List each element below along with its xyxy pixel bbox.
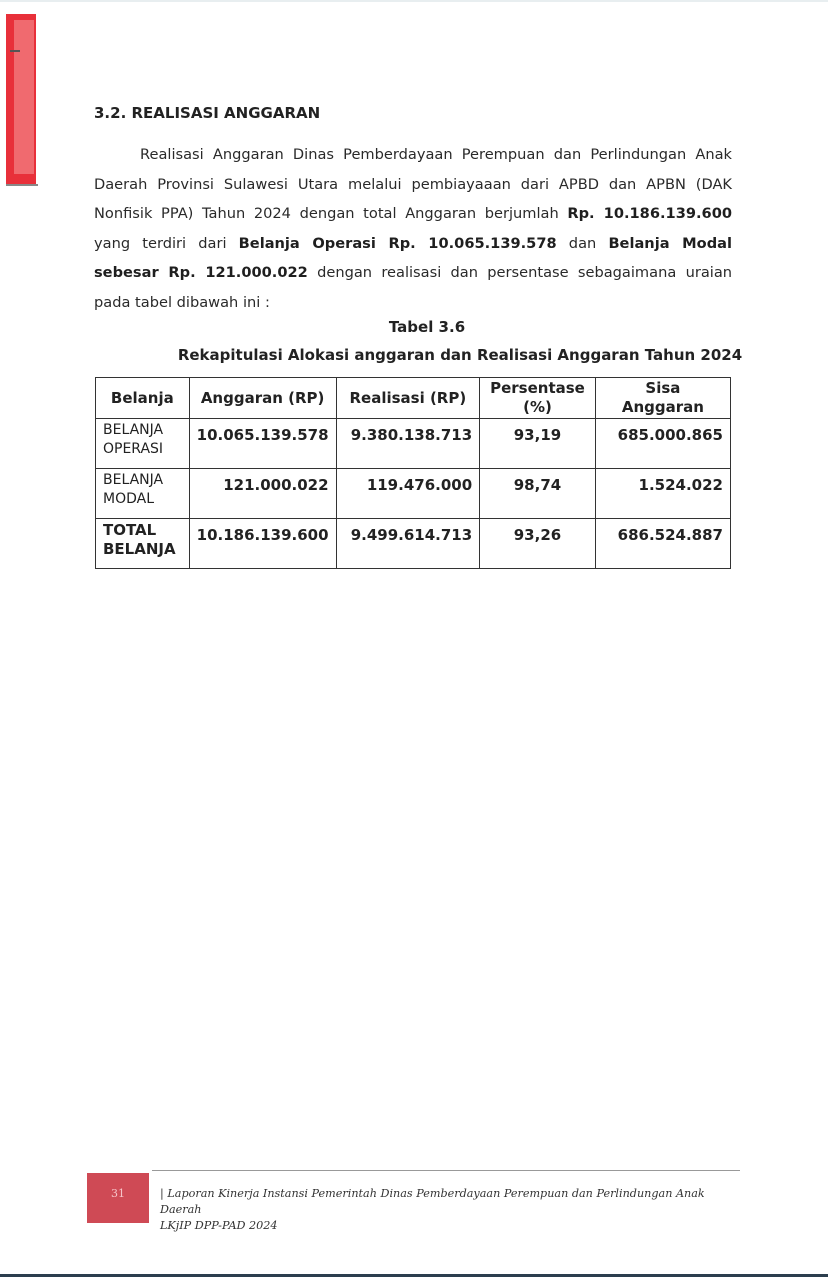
footer-text [160, 1186, 740, 1234]
table-row [96, 469, 731, 519]
top-rule [0, 0, 828, 2]
caption-number-text: Tabel 3.6 [388, 318, 466, 336]
cell-sisa: 1.524.022 [595, 469, 730, 519]
cell-realisasi: 119.476.000 [336, 469, 480, 519]
cell-persentase: 98,74 [480, 469, 596, 519]
table-row [96, 419, 731, 469]
cell-realisasi: 9.380.138.713 [336, 419, 480, 469]
footer-separator: | [160, 1187, 164, 1200]
bottom-rule [0, 1274, 828, 1277]
page-number: 31 [111, 1187, 125, 1200]
header-realisasi: Realisasi (RP) [336, 378, 480, 419]
para-text-4: dengan realisasi dan persentase sebagaimana uraian pada tabel dibawah ini : [94, 264, 733, 311]
para-text-3: dan [556, 234, 609, 252]
header-belanja: Belanja [96, 378, 190, 419]
header-sisa: Sisa Anggaran [595, 378, 730, 419]
footer-line-2: LKjIP DPP-PAD 2024 [160, 1219, 278, 1232]
belanja-modal-amount: Belanja Modal sebesar Rp. 121.000.022 [94, 234, 732, 281]
side-accent-bar [6, 14, 36, 184]
body-paragraph [94, 140, 732, 317]
cell-persentase: 93,19 [480, 419, 596, 469]
header-persentase: Persentase (%) [480, 378, 596, 419]
table-row-total [96, 519, 731, 569]
cell-sisa: 685.000.865 [595, 419, 730, 469]
cell-realisasi: 9.499.614.713 [336, 519, 480, 569]
footer-rule [152, 1170, 740, 1171]
cell-anggaran: 121.000.022 [189, 469, 336, 519]
side-tick [10, 50, 20, 52]
para-text-2: yang terdiri dari [94, 234, 239, 252]
table-caption-title: Rekapitulasi Alokasi anggaran dan Realisasi Anggaran Tahun 2024 [177, 346, 743, 364]
cell-belanja: BELANJA MODAL [96, 469, 190, 519]
budget-table [95, 377, 731, 569]
side-underline [6, 184, 38, 186]
belanja-operasi-amount: Belanja Operasi Rp. 10.065.139.578 [238, 234, 557, 252]
cell-belanja: BELANJA OPERASI [96, 419, 190, 469]
table-header-row [96, 378, 731, 419]
cell-anggaran: 10.186.139.600 [189, 519, 336, 569]
cell-anggaran: 10.065.139.578 [189, 419, 336, 469]
cell-sisa: 686.524.887 [595, 519, 730, 569]
footer-page-box [87, 1173, 149, 1223]
table-caption-number [0, 318, 828, 336]
total-amount: Rp. 10.186.139.600 [567, 205, 733, 222]
header-anggaran: Anggaran (RP) [189, 378, 336, 419]
footer-line-1: Laporan Kinerja Instansi Pemerintah Dinas Pemberdayaan Perempuan dan Perlindungan Anak Daerah [160, 1187, 705, 1216]
section-heading: 3.2. REALISASI ANGGARAN [94, 104, 321, 122]
cell-belanja: TOTAL BELANJA [96, 519, 190, 569]
side-accent-inner [14, 20, 34, 174]
para-text-1: Realisasi Anggaran Dinas Pemberdayaan Perempuan dan Perlindungan Anak Daerah Provinsi Sulawesi Utara melalui pembiayaaan dari APBD dan APBN (DAK Nonfisik PPA) Tahun 2024 dengan total Anggaran berjumlah [94, 146, 732, 222]
cell-persentase: 93,26 [480, 519, 596, 569]
